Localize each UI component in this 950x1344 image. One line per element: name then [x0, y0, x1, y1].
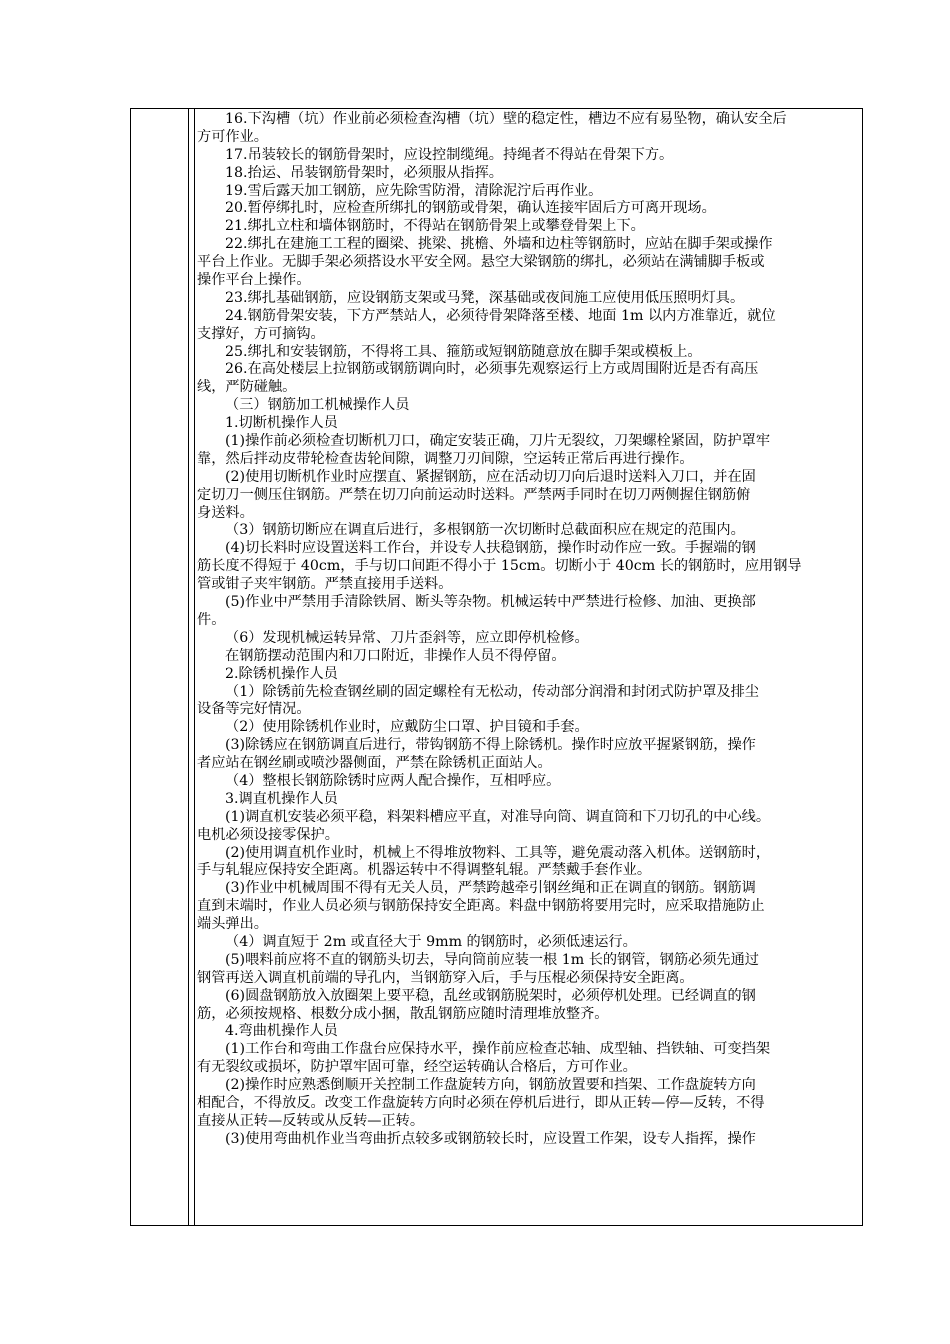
text-line: 者应站在钢丝刷或喷沙器侧面，严禁在除锈机正面站人。 — [197, 755, 552, 772]
text-line: 靠，然后拌动皮带轮检查齿轮间隙，调整刀刃间隙，空运转正常后再进行操作。 — [197, 450, 694, 467]
text-line: 筋，必须按规格、根数分成小捆，散乱钢筋应随时清理堆放整齐。 — [197, 1005, 609, 1022]
text-line: 钢管再送入调直机前端的导孔内，当钢筋穿入后，手与压棍必须保持安全距离。 — [197, 969, 694, 986]
text-line: 20.暂停绑扎时，应检查所绑扎的钢筋或骨架，确认连接牢固后方可离开现场。 — [225, 200, 716, 217]
text-line: 电机必须设接零保护。 — [197, 826, 339, 843]
text-line: 支撑好，方可摘钩。 — [197, 325, 325, 342]
text-line: 26.在高处楼层上拉钢筋或钢筋调向时，必须事先观察运行上方或周围附近是否有高压 — [225, 361, 759, 378]
text-line: 相配合，不得放反。改变工作盘旋转方向时必须在停机后进行，即从正转—停—反转，不得 — [197, 1094, 765, 1111]
text-line: (5)作业中严禁用手清除铁屑、断头等杂物。机械运转中严禁进行检修、加油、更换部 — [225, 594, 756, 611]
text-line: 方可作业。 — [197, 128, 268, 145]
text-line: 3.调直机操作人员 — [225, 790, 338, 807]
text-line: (2)使用调直机作业时，机械上不得堆放物料、工具等，避免震动落入机体。送钢筋时， — [225, 844, 771, 861]
text-line: 筋长度不得短于 40cm，手与切口间距不得小于 15cm。切断小于 40cm 长的钢筋时，应用钢导 — [197, 558, 802, 575]
text-line: 件。 — [197, 611, 226, 628]
text-line: 4.弯曲机操作人员 — [225, 1023, 338, 1040]
safety-rules-text — [197, 111, 857, 1149]
text-line: （3）钢筋切断应在调直后进行，多根钢筋一次切断时总截面积应在规定的范围内。 — [225, 522, 745, 539]
text-line: 25.绑扎和安装钢筋，不得将工具、箍筋或短钢筋随意放在脚手架或模板上。 — [225, 343, 702, 360]
text-line: 16.下沟槽（坑）作业前必须检查沟槽（坑）壁的稳定性，槽边不应有易坠物，确认安全后 — [225, 111, 787, 127]
table-column-divider — [189, 109, 195, 1225]
text-line: 身送料。 — [197, 504, 254, 521]
text-line: 端头弹出。 — [197, 916, 268, 933]
text-line: （6）发现机械运转异常、刀片歪斜等，应立即停机检修。 — [225, 629, 589, 646]
text-line: （1）除锈前先检查钢丝刷的固定螺栓有无松动，传动部分润滑和封闭式防护罩及排尘 — [225, 683, 759, 700]
text-line: 1.切断机操作人员 — [225, 415, 338, 432]
text-line: (3)作业中机械周围不得有无关人员，严禁跨越牵引钢丝绳和正在调直的钢筋。钢筋调 — [225, 880, 756, 897]
text-line: (1)调直机安装必须平稳，料架料槽应平直，对准导向筒、调直筒和下刀切孔的中心线。 — [225, 808, 771, 825]
text-line: （4）调直短于 2m 或直径大于 9mm 的钢筋时，必须低速运行。 — [225, 933, 637, 950]
text-line: （三）钢筋加工机械操作人员 — [225, 397, 410, 414]
text-line: (3)除锈应在钢筋调直后进行，带钩钢筋不得上除锈机。操作时应放平握紧钢筋，操作 — [225, 737, 756, 754]
text-line: 直接从正转—反转或从反转—正转。 — [197, 1112, 425, 1129]
document-table — [130, 108, 863, 1226]
text-line: 在钢筋摆动范围内和刀口附近，非操作人员不得停留。 — [225, 647, 566, 664]
text-line: 线，严防碰触。 — [197, 379, 297, 396]
text-line: (6)圆盘钢筋放入放圈架上要平稳，乱丝或钢筋脱架时，必须停机处理。已经调直的钢 — [225, 987, 756, 1004]
text-line: (2)操作时应熟悉倒顺开关控制工作盘旋转方向，钢筋放置要和挡架、工作盘旋转方向 — [225, 1077, 756, 1094]
text-line: (4)切长料时应设置送料工作台，并设专人扶稳钢筋，操作时动作应一致。手握端的钢 — [225, 540, 756, 557]
text-line: 21.绑扎立柱和墙体钢筋时，不得站在钢筋骨架上或攀登骨架上下。 — [225, 218, 645, 235]
table-column-label — [131, 109, 189, 1225]
text-line: (1)操作前必须检查切断机刀口，确定安装正确，刀片无裂纹，刀架螺栓紧固，防护罩牢 — [225, 433, 771, 450]
text-line: （2）使用除锈机作业时，应戴防尘口罩、护目镜和手套。 — [225, 719, 589, 736]
text-line: 定切刀一侧压住钢筋。严禁在切刀向前运动时送料。严禁两手同时在切刀两侧握住钢筋俯 — [197, 486, 751, 503]
text-line: 17.吊装较长的钢筋骨架时，应设控制缆绳。持绳者不得站在骨架下方。 — [225, 146, 674, 163]
text-line: 操作平台上操作。 — [197, 272, 311, 289]
text-line: (3)使用弯曲机作业当弯曲折点较多或钢筋较长时，应设置工作架，设专人指挥，操作 — [225, 1130, 756, 1147]
text-line: 2.除锈机操作人员 — [225, 665, 338, 682]
text-line: 24.钢筋骨架安装，下方严禁站人，必须待骨架降落至楼、地面 1m 以内方准靠近，就位 — [225, 307, 776, 324]
text-line: 18.抬运、吊装钢筋骨架时，必须服从指挥。 — [225, 164, 503, 181]
text-line: (1)工作台和弯曲工作盘台应保持水平，操作前应检查芯轴、成型轴、挡铁轴、可变挡架 — [225, 1041, 771, 1058]
text-line: 管或钳子夹牢钢筋。严禁直接用手送料。 — [197, 576, 453, 593]
text-line: 有无裂纹或损坏，防护罩牢固可靠，经空运转确认合格后，方可作业。 — [197, 1059, 637, 1076]
text-line: (2)使用切断机作业时应摆直、紧握钢筋，应在活动切刀向后退时送料入刀口，并在固 — [225, 468, 756, 485]
text-line: 22.绑扎在建施工工程的圈梁、挑梁、挑檐、外墙和边柱等钢筋时，应站在脚手架或操作 — [225, 236, 773, 253]
text-line: (5)喂料前应将不直的钢筋头切去，导向筒前应装一根 1m 长的钢管，钢筋必须先通过 — [225, 951, 759, 968]
text-line: 23.绑扎基础钢筋，应设钢筋支架或马凳，深基础或夜间施工应使用低压照明灯具。 — [225, 289, 745, 306]
text-line: 手与轧辊应保持安全距离。机器运转中不得调整轧辊。严禁戴手套作业。 — [197, 862, 652, 879]
text-line: 19.雪后露天加工钢筋，应先除雪防滑，清除泥泞后再作业。 — [225, 182, 603, 199]
text-line: 平台上作业。无脚手架必须搭设水平安全网。悬空大梁钢筋的绑扎，必须站在满铺脚手板或 — [197, 254, 765, 271]
text-line: 设备等完好情况。 — [197, 701, 311, 718]
text-line: 直到末端时，作业人员必须与钢筋保持安全距离。料盘中钢筋将要用完时，应采取措施防止 — [197, 898, 765, 915]
text-line: （4）整根长钢筋除锈时应两人配合操作，互相呼应。 — [225, 772, 561, 789]
